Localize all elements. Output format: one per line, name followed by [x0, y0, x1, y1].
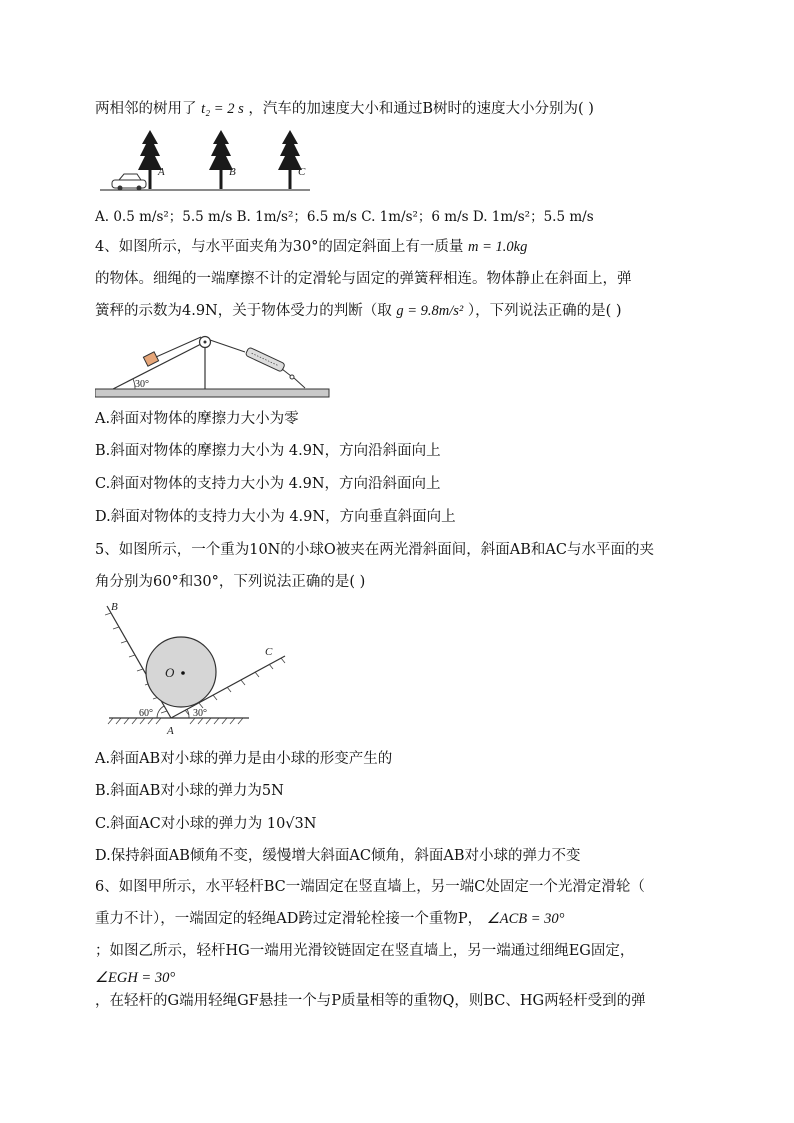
tree-label-b: B	[229, 166, 236, 178]
label-30-deg: 30°	[193, 708, 207, 719]
q3-stem-text-end: ，汽车的加速度大小和通过B树时的速度大小分别为( )	[248, 101, 594, 117]
q5-option-d: D.保持斜面AB倾角不变，缓慢增大斜面AC倾角，斜面AB对小球的弹力不变	[95, 848, 581, 864]
q6-angle-egh: ∠EGH = 30°	[95, 970, 176, 986]
q3-trees-figure	[100, 128, 315, 194]
q6-angle-acb: ∠ACB = 30°	[486, 911, 565, 927]
q6-stem-line-2	[95, 909, 564, 929]
q4-stem-line-2: 的物体。细绳的一端摩擦不计的定滑轮与固定的弹簧秤相连。物体静止在斜面上，弹	[95, 271, 632, 287]
label-a: A	[167, 725, 174, 737]
q5-stem-line-1: 5、如图所示，一个重为10N的小球O被夹在两光滑斜面间，斜面AB和AC与水平面的夹	[95, 542, 654, 558]
q4-stem-text-3-end: ），下列说法正确的是( )	[467, 303, 622, 319]
tree-icon-c	[278, 130, 302, 189]
q4-incline-figure	[95, 330, 335, 402]
label-o: O	[165, 665, 175, 680]
q3-time-formula: t₂ = 2 s	[201, 101, 244, 117]
q3-options: A. 0.5 m/s²；5.5 m/s B. 1m/s²；6.5 m/s C. 1m/s²；6 m/s D. 1m/s²；5.5 m/s	[95, 209, 594, 225]
q4-stem-line-3	[95, 301, 622, 321]
q4-angle-label: 30°	[135, 379, 149, 390]
q5-ball-figure	[105, 600, 295, 740]
q4-option-a: A.斜面对物体的摩擦力大小为零	[95, 411, 299, 427]
q4-option-c: C.斜面对物体的支持力大小为 4.9N，方向沿斜面向上	[95, 476, 441, 492]
tree-icon-b	[209, 130, 233, 189]
block-icon	[143, 352, 158, 366]
q6-stem-line-1: 6、如图甲所示，水平轻杆BC一端固定在竖直墙上，另一端C处固定一个光滑定滑轮（	[95, 879, 645, 895]
q6-stem-line-5: ，在轻杆的G端用轻绳GF悬挂一个与P质量相等的重物Q，则BC、HG两轻杆受到的弹	[95, 993, 646, 1009]
label-c: C	[265, 646, 273, 658]
q6-stem-text-2: 重力不计），一端固定的轻绳AD跨过定滑轮栓接一个重物P，	[95, 911, 483, 927]
label-b: B	[111, 601, 118, 613]
q5-stem-line-2: 角分别为60°和30°，下列说法正确的是( )	[95, 574, 366, 590]
q5-option-a: A.斜面AB对小球的弹力是由小球的形变产生的	[95, 751, 393, 767]
q3-stem-line	[95, 99, 594, 119]
spring-scale-icon	[245, 347, 285, 372]
ball-icon	[146, 637, 216, 707]
q4-stem-text-3: 簧秤的示数为4.9N，关于物体受力的判断（取	[95, 303, 392, 319]
q4-option-d: D.斜面对物体的支持力大小为 4.9N，方向垂直斜面向上	[95, 509, 456, 525]
label-60-deg: 60°	[139, 708, 153, 719]
q4-gravity-formula: g = 9.8m/s²	[396, 303, 464, 319]
q6-stem-line-3: ；如图乙所示，轻杆HG一端用光滑铰链固定在竖直墙上，另一端通过细绳EG固定，	[95, 943, 635, 959]
q4-mass-formula: m = 1.0kg	[468, 239, 528, 255]
q3-stem-text: 两相邻的树用了	[95, 101, 197, 117]
tree-label-c: C	[298, 166, 306, 178]
q5-option-c: C.斜面AC对小球的弹力为 10√3N	[95, 816, 317, 832]
car-icon	[112, 174, 146, 191]
q4-stem-line-1	[95, 237, 527, 257]
q4-option-b: B.斜面对物体的摩擦力大小为 4.9N，方向沿斜面向上	[95, 443, 441, 459]
q4-stem-text: 4、如图所示，与水平面夹角为30°的固定斜面上有一质量	[95, 239, 464, 255]
tree-label-a: A	[158, 166, 165, 178]
q5-option-b: B.斜面AB对小球的弹力为5N	[95, 783, 284, 799]
